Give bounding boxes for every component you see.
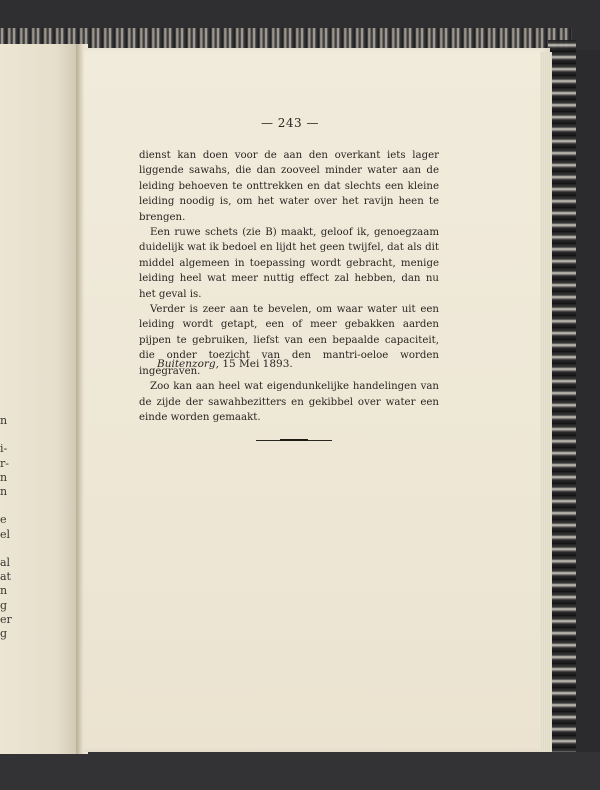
paragraph: Een ruwe schets (zie B) maakt, geloof ik, genoegzaam duidelijk wat ik bedoel en lijdt het geen twijfel, dat als dit middel algemeen in toepassing wordt gebracht, menige leiding heel wat meer nuttig effect zal hebben, dan nu het geval is. — [139, 227, 439, 300]
left-fragment: al — [0, 556, 11, 570]
left-fragment — [0, 542, 16, 556]
page-number: — 243 — — [260, 116, 320, 130]
left-facing-page — [0, 44, 80, 754]
left-fragment: el — [0, 527, 11, 541]
left-fragment: r- — [0, 456, 9, 470]
body-text — [139, 148, 439, 425]
signoff — [157, 358, 417, 370]
left-fragment: e — [0, 513, 7, 527]
book-cover-board — [548, 40, 576, 752]
left-fragment: g — [0, 627, 8, 641]
left-fragment: n — [0, 584, 8, 598]
left-fragment: n — [0, 414, 8, 427]
left-fragment — [0, 428, 16, 442]
left-fragment: n — [0, 470, 8, 484]
left-fragment: er — [0, 612, 12, 626]
paragraph: Verder is zeer aan te bevelen, om waar water uit een leiding wordt getapt, een of meer gebakken aarden pijpen te gebruiken, liefst van een bepaalde capaciteit, die onder toezicht van den mantri-oeloe worden ingegraven. — [139, 304, 439, 377]
left-fragment: g — [0, 598, 8, 612]
closing-rule-center — [280, 439, 308, 441]
left-fragment: n — [0, 485, 8, 499]
paragraph: Zoo kan aan heel wat eigendunkelijke handelingen van de zijde der sawahbezitters en gekibbel over water een einde worden gemaakt. — [139, 381, 439, 423]
signoff-place: Buitenzorg, — [157, 358, 219, 370]
scanner-background-bottom — [0, 752, 600, 790]
paragraph: dienst kan doen voor de aan den overkant iets lager liggende sawahs, die dan zooveel minder water aan de leiding behoeven te onttrekken en dat slechts een kleine leiding noodig is, om het water over het ravijn heen te brengen. — [139, 150, 439, 223]
page-block-edges — [540, 52, 552, 752]
left-page-text-fragments — [0, 414, 16, 641]
left-fragment: i- — [0, 442, 8, 456]
signoff-date: 15 Mei 1893. — [222, 358, 293, 370]
left-fragment: at — [0, 570, 11, 584]
left-fragment — [0, 499, 16, 513]
